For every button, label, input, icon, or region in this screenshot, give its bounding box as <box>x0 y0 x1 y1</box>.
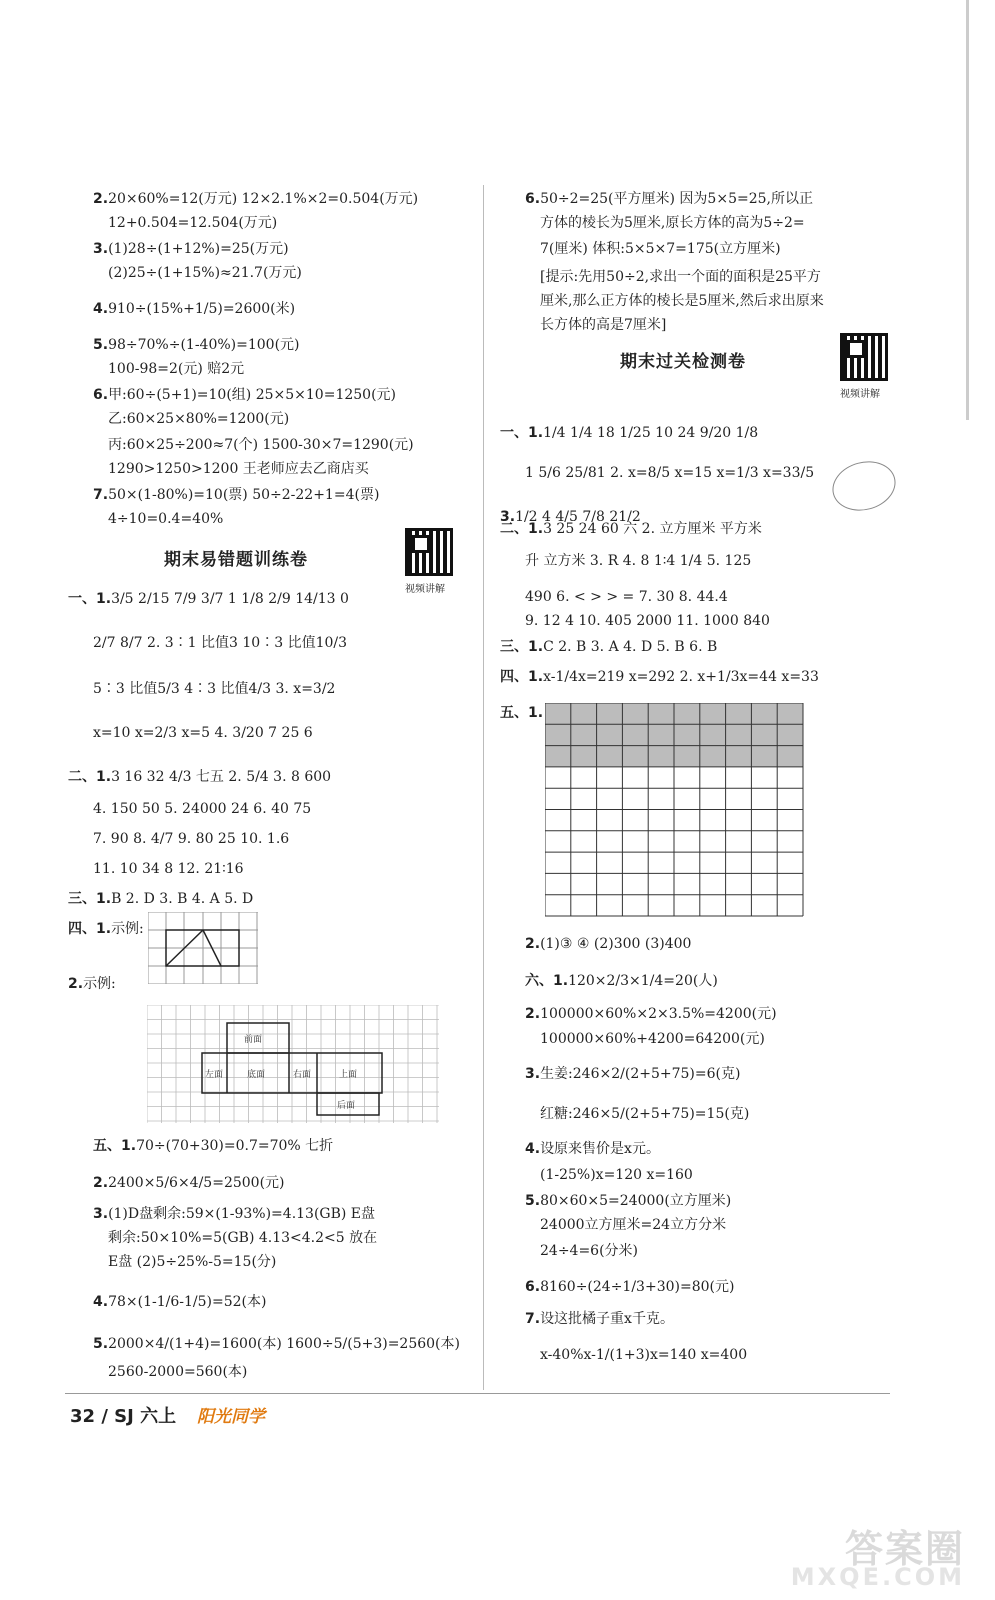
question-number: 2. <box>525 936 541 952</box>
answer-text: 98÷70%÷(1-40%)=100(元) <box>108 337 300 353</box>
column-divider <box>483 185 484 1390</box>
answer-line <box>93 1137 333 1155</box>
question-number: 2. <box>525 1006 541 1022</box>
view-label-right: 右面 <box>293 1070 312 1080</box>
answer-line <box>525 464 814 482</box>
answer-text: (1)D盘剩余:59×(1-93%)=4.13(GB) E盘 <box>108 1206 376 1222</box>
qr-code-left <box>405 528 453 576</box>
answer-line <box>500 520 762 538</box>
question-number: 5. <box>525 1193 541 1209</box>
answer-line <box>500 668 819 686</box>
answer-line <box>500 638 717 656</box>
answer-line <box>108 1253 276 1271</box>
answer-line <box>108 436 414 454</box>
answer-text: 2/7 8/7 2. 3∶1 比值3 10∶3 比值10/3 <box>93 635 348 651</box>
answer-line <box>525 190 813 208</box>
answer-text: 设原来售价是x元。 <box>540 1141 660 1157</box>
answer-text: x-40%x-1/(1+3)x=140 x=400 <box>540 1347 748 1363</box>
answer-text: 长方体的高是7厘米] <box>540 317 667 333</box>
answer-text: [提示:先用50÷2,求出一个面的面积是25平方 <box>540 269 821 285</box>
answer-line <box>540 1242 638 1260</box>
answer-line <box>525 1005 777 1023</box>
answer-text: 490 6. < > > = 7. 30 8. 44.4 <box>525 589 728 605</box>
answer-text: 甲:60÷(5+1)=10(组) 25×5×10=1250(元) <box>108 387 396 403</box>
question-number: 7. <box>525 1311 541 1327</box>
answer-text: 2400×5/6×4/5=2500(元) <box>108 1175 285 1191</box>
answer-line <box>93 680 335 698</box>
answer-line <box>525 612 770 630</box>
answer-line <box>540 316 666 334</box>
qr-caption-left: 视频讲解 <box>405 584 445 595</box>
brand-logo: 阳光同学 <box>197 1407 265 1427</box>
qr-code-right <box>840 333 888 381</box>
answer-text: 2560-2000=560(本) <box>108 1364 248 1380</box>
answer-line <box>108 1229 377 1247</box>
answer-text: 100000×60%+4200=64200(元) <box>540 1031 765 1047</box>
answer-line <box>525 1140 660 1158</box>
view-label-top: 上面 <box>339 1070 358 1080</box>
answer-line <box>68 920 144 938</box>
question-number: 三、1. <box>68 891 112 907</box>
question-number: 5. <box>93 1336 109 1352</box>
answer-line <box>525 588 728 606</box>
answer-text: E盘 (2)5÷25%-5=15(分) <box>108 1254 277 1270</box>
answer-text: 20×60%=12(万元) 12×2.1%×2=0.504(万元) <box>108 191 419 207</box>
answer-text: 厘米,那么正方体的棱长是5厘米,然后求出原来 <box>540 293 824 309</box>
answer-line <box>540 292 824 310</box>
figure-trapezoid-grid <box>148 912 258 984</box>
answer-text: C 2. B 3. A 4. D 5. B 6. B <box>543 639 718 655</box>
answer-text: (2)25÷(1+15%)≈21.7(万元) <box>108 265 302 281</box>
question-number: 二、1. <box>68 769 112 785</box>
question-number: 六、1. <box>525 973 569 989</box>
answer-line <box>500 424 758 442</box>
answer-text: 78×(1-1/6-1/5)=52(本) <box>108 1294 267 1310</box>
answer-line <box>108 510 223 528</box>
answer-text: 9. 12 4 10. 405 2000 11. 1000 840 <box>525 613 770 629</box>
answer-line <box>108 1363 247 1381</box>
answer-line <box>540 214 805 232</box>
answer-text: x-1/4x=219 x=292 2. x+1/3x=44 x=33 <box>543 669 819 685</box>
answer-line <box>525 1278 734 1296</box>
answer-text: 7. 90 8. 4/7 9. 80 25 10. 1.6 <box>93 831 290 847</box>
answer-text: 5∶3 比值5/3 4∶3 比值4/3 3. x=3/2 <box>93 681 336 697</box>
view-label-back: 后面 <box>337 1101 356 1111</box>
question-number: 2. <box>93 1175 109 1191</box>
footer-rule <box>65 1393 890 1394</box>
answer-text: 24÷4=6(分米) <box>540 1243 639 1259</box>
answer-line <box>108 214 277 232</box>
answer-line <box>93 1205 375 1223</box>
answer-text: 1/4 1/4 18 1/25 10 24 9/20 1/8 <box>543 425 759 441</box>
answer-line <box>540 1346 747 1364</box>
right-section-title: 期末过关检测卷 <box>620 352 746 372</box>
answer-text: 示例: <box>83 976 116 992</box>
answer-text: 100000×60%×2×3.5%=4200(元) <box>540 1006 777 1022</box>
answer-line <box>93 190 418 208</box>
question-number: 7. <box>93 487 109 503</box>
answer-line <box>108 360 244 378</box>
answer-text: 11. 10 34 8 12. 21∶16 <box>93 861 244 877</box>
answer-text: x=10 x=2/3 x=5 4. 3/20 7 25 6 <box>93 725 313 741</box>
answer-text: 2000×4/(1+4)=1600(本) 1600÷5/(5+3)=2560(本) <box>108 1336 460 1352</box>
answer-text: 4. 150 50 5. 24000 24 6. 40 75 <box>93 801 312 817</box>
answer-text: 3/5 2/15 7/9 3/7 1 1/8 2/9 14/13 0 <box>111 591 349 607</box>
answer-text: 方体的棱长为5厘米,原长方体的高为5÷2= <box>540 215 805 231</box>
answer-line <box>525 1065 740 1083</box>
question-number: 四、1. <box>500 669 544 685</box>
figure-hundred-grid <box>545 703 805 923</box>
answer-text: 生姜:246×2/(2+5+75)=6(克) <box>540 1066 741 1082</box>
answer-line <box>525 935 691 953</box>
answer-text: 3 16 32 4/3 七五 2. 5/4 3. 8 600 <box>111 769 332 785</box>
watermark-url: MXQE.COM <box>790 1563 965 1591</box>
answer-text: 1 5/6 25/81 2. x=8/5 x=15 x=1/3 x=33/5 <box>525 465 815 481</box>
answer-line <box>93 860 244 878</box>
question-number: 2. <box>93 191 109 207</box>
answer-text: 1290>1250>1200 王老师应去乙商店买 <box>108 461 369 477</box>
answer-text: 剩余:50×10%=5(GB) 4.13<4.2<5 放在 <box>108 1230 378 1246</box>
question-number: 三、1. <box>500 639 544 655</box>
answer-line <box>540 1216 726 1234</box>
answer-line <box>93 240 289 258</box>
answer-text: 红糖:246×5/(2+5+75)=15(克) <box>540 1106 750 1122</box>
stamp-mark <box>827 455 901 518</box>
question-number: 3. <box>500 509 516 525</box>
answer-text: 3 25 24 60 六 2. 立方厘米 平方米 <box>543 521 762 537</box>
answer-text: 80×60×5=24000(立方厘米) <box>540 1193 732 1209</box>
question-number: 5. <box>93 337 109 353</box>
answer-line <box>93 800 311 818</box>
answer-text: 设这批橘子重x千克。 <box>540 1311 674 1327</box>
question-number: 二、1. <box>500 521 544 537</box>
question-number: 4. <box>525 1141 541 1157</box>
answer-line <box>500 704 543 722</box>
question-number: 6. <box>525 191 541 207</box>
answer-text: 24000立方厘米=24立方分米 <box>540 1217 727 1233</box>
answer-text: 70÷(70+30)=0.7=70% 七折 <box>136 1138 334 1154</box>
figure-cuboid-net <box>147 1005 439 1123</box>
answer-line <box>525 1310 674 1328</box>
page-edge <box>966 0 969 420</box>
question-number: 2. <box>68 976 84 992</box>
answer-line <box>108 410 289 428</box>
answer-line <box>93 1335 460 1353</box>
answer-line <box>540 240 781 258</box>
question-number: 五、1. <box>500 705 544 721</box>
answer-text: (1-25%)x=120 x=160 <box>540 1167 693 1183</box>
question-number: 4. <box>93 301 109 317</box>
question-number: 四、1. <box>68 921 112 937</box>
answer-text: 丙:60×25÷200≈7(个) 1500-30×7=1290(元) <box>108 437 414 453</box>
view-label-front: 前面 <box>244 1035 263 1045</box>
answer-text: 示例: <box>111 921 144 937</box>
answer-line <box>93 830 289 848</box>
answer-text: 8160÷(24÷1/3+30)=80(元) <box>540 1279 735 1295</box>
answer-text: 100-98=2(元) 赔2元 <box>108 361 245 377</box>
view-label-left: 左面 <box>205 1070 224 1080</box>
answer-text: (1)28÷(1+12%)=25(万元) <box>108 241 289 257</box>
answer-line <box>540 1030 765 1048</box>
answer-line <box>525 552 751 570</box>
answer-line <box>68 975 116 993</box>
answer-text: 12+0.504=12.504(万元) <box>108 215 278 231</box>
answer-line <box>525 972 718 990</box>
answer-line <box>93 1293 266 1311</box>
question-number: 3. <box>93 241 109 257</box>
view-label-bottom: 底面 <box>247 1070 266 1080</box>
question-number: 3. <box>525 1066 541 1082</box>
question-number: 一、1. <box>68 591 112 607</box>
left-section-title: 期末易错题训练卷 <box>164 550 308 570</box>
question-number: 6. <box>93 387 109 403</box>
watermark-logo: 答案圈 <box>844 1527 965 1571</box>
answer-text: 乙:60×25×80%=1200(元) <box>108 411 290 427</box>
answer-line <box>108 264 302 282</box>
answer-text: 120×2/3×1/4=20(人) <box>568 973 718 989</box>
answer-text: 910÷(15%+1/5)=2600(米) <box>108 301 296 317</box>
answer-text: 50×(1-80%)=10(票) 50÷2-22+1=4(票) <box>108 487 380 503</box>
question-number: 3. <box>93 1206 109 1222</box>
answer-text: 4÷10=0.4=40% <box>108 511 224 527</box>
answer-line <box>68 890 253 908</box>
question-number: 6. <box>525 1279 541 1295</box>
answer-line <box>68 768 331 786</box>
answer-line <box>540 1105 749 1123</box>
answer-line <box>93 300 295 318</box>
answer-text: 1/2 4 4/5 7/8 21/2 <box>515 509 641 525</box>
answer-line <box>93 486 379 504</box>
answer-text: 升 立方米 3. R 4. 8 1∶4 1/4 5. 125 <box>525 553 752 569</box>
answer-line <box>93 724 313 742</box>
qr-caption-right: 视频讲解 <box>840 389 880 400</box>
answer-line <box>525 1192 731 1210</box>
question-number: 五、1. <box>93 1138 137 1154</box>
answer-line <box>93 1174 285 1192</box>
answer-text: 7(厘米) 体积:5×5×7=175(立方厘米) <box>540 241 781 257</box>
answer-line <box>93 386 396 404</box>
answer-text: (1)③ ④ (2)300 (3)400 <box>540 936 692 952</box>
answer-text: B 2. D 3. B 4. A 5. D <box>111 891 254 907</box>
answer-line <box>540 1166 693 1184</box>
question-number: 一、1. <box>500 425 544 441</box>
answer-line <box>93 336 300 354</box>
answer-line <box>108 460 369 478</box>
answer-line <box>93 634 347 652</box>
page-number: 32 / SJ 六上 <box>70 1406 177 1427</box>
answer-line <box>540 268 821 286</box>
question-number: 4. <box>93 1294 109 1310</box>
answer-line <box>68 590 349 608</box>
answer-text: 50÷2=25(平方厘米) 因为5×5=25,所以正 <box>540 191 813 207</box>
